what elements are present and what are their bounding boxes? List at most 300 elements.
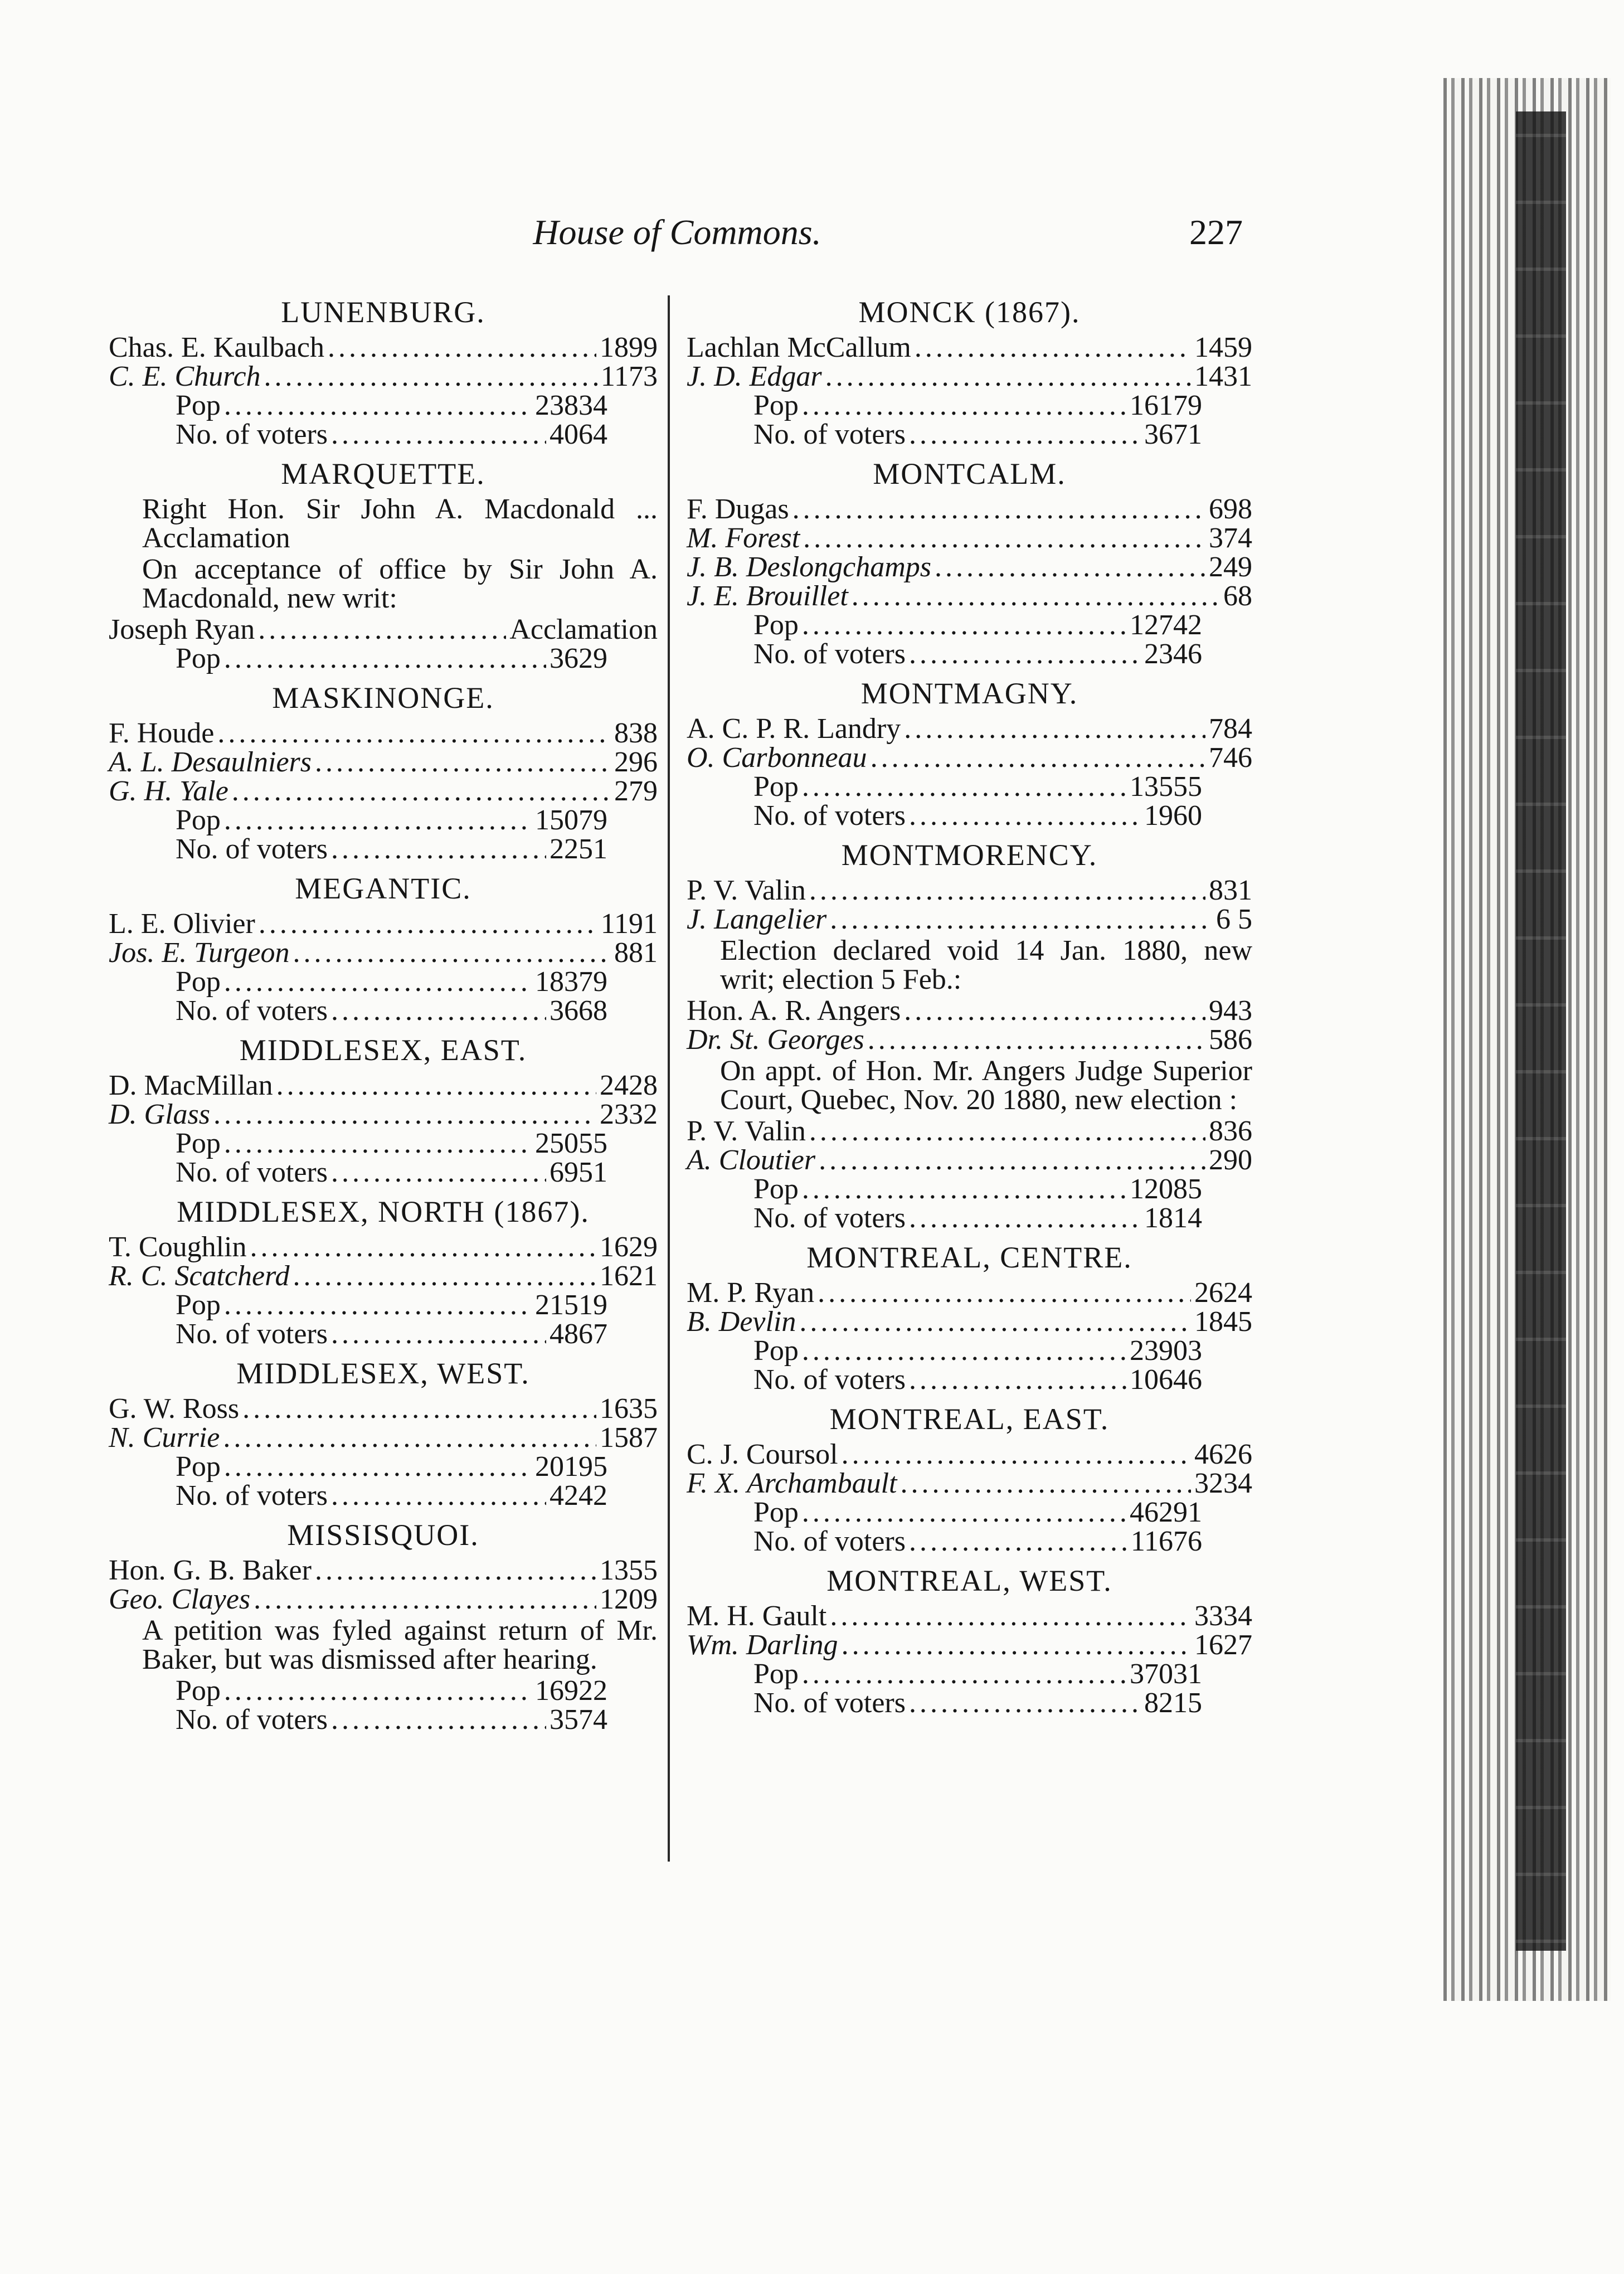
candidate-votes: 1431 [1194, 361, 1252, 392]
dot-leader [802, 1337, 1126, 1366]
candidate-votes: 4626 [1194, 1439, 1252, 1470]
candidate-votes: 1209 [600, 1583, 658, 1615]
dot-leader [331, 1158, 546, 1187]
stat-label: Pop [176, 1128, 221, 1159]
dot-leader [871, 744, 1205, 772]
candidate-votes: 698 [1209, 493, 1252, 525]
dot-leader [331, 1481, 546, 1510]
district-stat [176, 391, 607, 420]
stat-label: No. of voters [176, 1157, 328, 1188]
candidate-row [109, 1100, 658, 1129]
district-stat [753, 640, 1202, 669]
dot-leader [331, 835, 546, 864]
dot-leader [799, 1308, 1191, 1337]
riding-heading: MASKINONGE. [272, 681, 494, 715]
stat-label: Pop [753, 1496, 799, 1528]
district-stat [753, 1366, 1202, 1394]
district-stat [753, 611, 1202, 640]
riding-section [109, 871, 658, 1026]
stat-label: Pop [176, 804, 221, 836]
stat-value: 13555 [1130, 771, 1202, 803]
candidate-votes: 1621 [600, 1260, 658, 1292]
stat-label: Pop [753, 609, 799, 641]
candidate-votes: 1173 [600, 361, 658, 392]
riding-heading: MARQUETTE. [281, 457, 485, 490]
candidate-name: L. E. Olivier [109, 908, 255, 940]
candidate-votes: 2624 [1194, 1277, 1252, 1309]
candidate-row [109, 1394, 658, 1423]
candidate-votes: 2428 [600, 1070, 658, 1101]
candidate-votes: 279 [614, 775, 658, 807]
dot-leader [818, 1279, 1191, 1308]
candidate-votes: 838 [614, 717, 658, 749]
candidate-name: Wm. Darling [687, 1629, 838, 1661]
candidate-name: O. Carbonneau [687, 742, 867, 774]
stat-value: 20195 [535, 1451, 607, 1483]
riding-section [109, 1517, 658, 1734]
dot-leader [223, 1423, 596, 1452]
stat-label: Pop [176, 643, 221, 674]
dot-leader [315, 1556, 596, 1585]
riding-section [109, 680, 658, 864]
stat-value: 3629 [550, 643, 607, 674]
candidate-row [687, 1117, 1252, 1146]
district-stat [753, 1175, 1202, 1204]
district-stat [176, 1706, 607, 1734]
riding-section [109, 1355, 658, 1510]
column-divider [668, 295, 670, 1862]
candidate-name: C. E. Church [109, 361, 261, 392]
stat-value: 1960 [1144, 800, 1202, 832]
stat-value: 12085 [1130, 1173, 1202, 1205]
riding-heading: MONTCALM. [873, 457, 1066, 490]
stat-value: 25055 [535, 1128, 607, 1159]
stat-label: No. of voters [176, 1480, 328, 1512]
candidate-row [109, 910, 658, 939]
candidate-name: A. Cloutier [687, 1144, 816, 1176]
dot-leader [254, 1585, 596, 1614]
dot-leader [909, 1689, 1141, 1718]
dot-leader [293, 1262, 596, 1291]
election-note: Right Hon. Sir John A. Macdonald ... Acclamation [142, 493, 658, 554]
dot-leader [802, 611, 1126, 640]
riding-section [109, 1194, 658, 1349]
dot-leader [232, 777, 611, 806]
candidate-name: M. Forest [687, 522, 800, 554]
election-note: On appt. of Hon. Mr. Angers Judge Superior Court, Quebec, Nov. 20 1880, new election : [720, 1055, 1252, 1116]
candidate-row [687, 876, 1252, 905]
candidate-name: F. X. Archambault [687, 1468, 897, 1499]
candidate-row [109, 1071, 658, 1100]
dot-leader [802, 772, 1126, 801]
dot-leader [224, 391, 532, 420]
district-stat [753, 391, 1202, 420]
right-column [687, 290, 1252, 1724]
left-column [109, 290, 658, 1741]
riding-section [687, 676, 1252, 830]
stat-value: 4242 [550, 1480, 607, 1512]
candidate-name: C. J. Coursol [687, 1439, 838, 1470]
candidate-name: M. P. Ryan [687, 1277, 815, 1309]
riding-heading: MIDDLESEX, EAST. [239, 1033, 527, 1067]
stat-value: 23903 [1130, 1335, 1202, 1367]
stat-value: 2251 [550, 833, 607, 865]
district-stat [176, 835, 607, 864]
candidate-row [687, 1469, 1252, 1498]
candidate-row [687, 1308, 1252, 1337]
candidate-row [109, 333, 658, 362]
riding-heading: MIDDLESEX, NORTH (1867). [177, 1195, 590, 1228]
stat-label: No. of voters [753, 419, 906, 450]
candidate-row [687, 553, 1252, 582]
stat-label: No. of voters [176, 419, 328, 450]
dot-leader [224, 1291, 532, 1320]
dot-leader [224, 1677, 532, 1706]
election-note: On acceptance of office by Sir John A. Macdonald, new writ: [142, 553, 658, 614]
candidate-row [687, 744, 1252, 772]
dot-leader [224, 1129, 532, 1158]
candidate-name: N. Currie [109, 1422, 220, 1454]
dot-leader [809, 1117, 1205, 1146]
stat-value: 1814 [1144, 1202, 1202, 1234]
candidate-name: J. E. Brouillet [687, 580, 848, 612]
district-stat [176, 1677, 607, 1706]
page-number: 227 [1189, 212, 1243, 252]
candidate-name: F. Houde [109, 717, 215, 749]
dot-leader [802, 1498, 1126, 1527]
candidate-name: G. H. Yale [109, 775, 228, 807]
district-stat [176, 1320, 607, 1349]
candidate-row [687, 333, 1252, 362]
candidate-name: D. Glass [109, 1099, 211, 1130]
candidate-row [109, 362, 658, 391]
riding-heading: MEGANTIC. [295, 872, 471, 905]
candidate-votes: 1629 [600, 1231, 658, 1263]
dot-leader [868, 1026, 1205, 1055]
candidate-row [109, 1556, 658, 1585]
stat-label: Pop [753, 1658, 799, 1690]
candidate-row [687, 997, 1252, 1026]
candidate-votes: 1899 [600, 332, 658, 363]
stat-value: 37031 [1130, 1658, 1202, 1690]
dot-leader [809, 876, 1205, 905]
stat-label: Pop [176, 1675, 221, 1707]
candidate-row [687, 1631, 1252, 1660]
dot-leader [331, 1706, 546, 1734]
candidate-votes: 1845 [1194, 1306, 1252, 1338]
district-stat [176, 1158, 607, 1187]
candidate-name: Jos. E. Turgeon [109, 937, 290, 969]
dot-leader [331, 420, 546, 449]
stat-value: 16922 [535, 1675, 607, 1707]
stat-label: Pop [753, 771, 799, 803]
candidate-votes: 6 5 [1216, 903, 1252, 935]
candidate-name: P. V. Valin [687, 874, 806, 906]
district-stat [176, 968, 607, 997]
candidate-name: Lachlan McCallum [687, 332, 911, 363]
candidate-name: J. Langelier [687, 903, 827, 935]
candidate-row [109, 1585, 658, 1614]
dot-leader [258, 615, 506, 644]
district-stat [176, 1291, 607, 1320]
district-stat [753, 772, 1202, 801]
candidate-votes: 1627 [1194, 1629, 1252, 1661]
candidate-votes: 3234 [1194, 1468, 1252, 1499]
stat-value: 3574 [550, 1704, 607, 1736]
stat-label: No. of voters [176, 833, 328, 865]
dot-leader [802, 391, 1126, 420]
stat-value: 6951 [550, 1157, 607, 1188]
candidate-row [687, 1602, 1252, 1631]
dot-leader [217, 719, 611, 748]
candidate-row [109, 1262, 658, 1291]
candidate-row [687, 905, 1252, 934]
dot-leader [915, 333, 1191, 362]
candidate-name: A. C. P. R. Landry [687, 713, 901, 745]
candidate-name: P. V. Valin [687, 1115, 806, 1147]
candidate-votes: 68 [1223, 580, 1252, 612]
candidate-name: J. B. Deslongchamps [687, 551, 932, 583]
candidate-votes: 1635 [600, 1393, 658, 1425]
dot-leader [909, 420, 1141, 449]
candidate-votes: 290 [1209, 1144, 1252, 1176]
riding-section [109, 1032, 658, 1187]
stat-value: 2346 [1144, 638, 1202, 670]
stat-value: 46291 [1130, 1496, 1202, 1528]
stat-label: Pop [176, 390, 221, 421]
dot-leader [224, 1452, 532, 1481]
dot-leader [830, 905, 1213, 934]
stat-label: Pop [176, 1289, 221, 1321]
stat-value: 15079 [535, 804, 607, 836]
dot-leader [904, 997, 1205, 1026]
stat-label: No. of voters [176, 1704, 328, 1736]
running-title: House of Commons. [533, 212, 821, 252]
candidate-votes: 2332 [600, 1099, 658, 1130]
district-stat [753, 1498, 1202, 1527]
stat-value: 3668 [550, 995, 607, 1027]
candidate-votes: 881 [614, 937, 658, 969]
dot-leader [802, 1660, 1126, 1689]
dot-leader [909, 1366, 1126, 1394]
dot-leader [213, 1100, 596, 1129]
candidate-row [687, 582, 1252, 611]
dot-leader [935, 553, 1205, 582]
candidate-row [109, 777, 658, 806]
stat-label: No. of voters [753, 1364, 906, 1396]
dot-leader [904, 715, 1205, 744]
dot-leader [909, 1527, 1127, 1556]
candidate-votes: 836 [1209, 1115, 1252, 1147]
riding-section [687, 837, 1252, 1233]
stat-label: No. of voters [176, 1318, 328, 1350]
riding-heading: LUNENBURG. [281, 295, 485, 329]
dot-leader [852, 582, 1220, 611]
dot-leader [224, 968, 532, 997]
candidate-row [109, 1233, 658, 1262]
riding-heading: MONTREAL, EAST. [829, 1402, 1110, 1436]
stat-value: 12742 [1130, 609, 1202, 641]
candidate-votes: 296 [614, 746, 658, 778]
candidate-votes: 1459 [1194, 332, 1252, 363]
stat-label: No. of voters [753, 1202, 906, 1234]
district-stat [176, 420, 607, 449]
dot-leader [802, 1175, 1126, 1204]
candidate-row [687, 715, 1252, 744]
stat-value: 8215 [1144, 1687, 1202, 1719]
district-stat [753, 1337, 1202, 1366]
stat-label: No. of voters [753, 638, 906, 670]
candidate-name: Hon. G. B. Baker [109, 1554, 312, 1586]
dot-leader [264, 362, 597, 391]
stat-value: 23834 [535, 390, 607, 421]
stat-value: 18379 [535, 966, 607, 998]
riding-heading: MONTMAGNY. [860, 677, 1078, 710]
dot-leader [909, 801, 1141, 830]
riding-heading: MONTMORENCY. [841, 838, 1098, 872]
candidate-votes: Acclamation [509, 614, 658, 645]
candidate-name: J. D. Edgar [687, 361, 822, 392]
district-stat [753, 1527, 1202, 1556]
stat-label: Pop [753, 1335, 799, 1367]
dot-leader [803, 524, 1205, 553]
dot-leader [276, 1071, 596, 1100]
candidate-row [687, 1146, 1252, 1175]
stat-label: Pop [176, 1451, 221, 1483]
candidate-row [109, 615, 658, 644]
riding-section [687, 1240, 1252, 1394]
district-stat [753, 1689, 1202, 1718]
candidate-name: R. C. Scatcherd [109, 1260, 290, 1292]
district-stat [176, 1452, 607, 1481]
stat-value: 3671 [1144, 419, 1202, 450]
riding-heading: MONTREAL, WEST. [826, 1564, 1112, 1597]
running-head [111, 212, 1243, 262]
stat-label: No. of voters [176, 995, 328, 1027]
stat-label: Pop [753, 390, 799, 421]
stat-value: 10646 [1130, 1364, 1202, 1396]
riding-section [109, 294, 658, 449]
riding-heading: MISSISQUOI. [287, 1518, 479, 1552]
district-stat [753, 801, 1202, 830]
stat-label: Pop [753, 1173, 799, 1205]
stat-value: 16179 [1130, 390, 1202, 421]
riding-section [687, 1401, 1252, 1556]
dot-leader [250, 1233, 596, 1262]
candidate-row [687, 1279, 1252, 1308]
dot-leader [830, 1602, 1191, 1631]
candidate-votes: 586 [1209, 1024, 1252, 1056]
candidate-row [109, 719, 658, 748]
dot-leader [328, 333, 596, 362]
candidate-votes: 1355 [600, 1554, 658, 1586]
candidate-name: Hon. A. R. Angers [687, 995, 901, 1027]
candidate-row [109, 1423, 658, 1452]
dot-leader [224, 806, 532, 835]
candidate-row [109, 939, 658, 968]
candidate-votes: 943 [1209, 995, 1252, 1027]
dot-leader [293, 939, 611, 968]
candidate-name: A. L. Desaulniers [109, 746, 312, 778]
riding-section [109, 456, 658, 673]
candidate-row [687, 524, 1252, 553]
stat-value: 11676 [1130, 1525, 1202, 1557]
stat-label: Pop [176, 966, 221, 998]
dot-leader [224, 644, 546, 673]
stat-label: No. of voters [753, 1525, 906, 1557]
candidate-votes: 746 [1209, 742, 1252, 774]
candidate-name: T. Coughlin [109, 1231, 247, 1263]
candidate-name: Chas. E. Kaulbach [109, 332, 325, 363]
riding-section [687, 294, 1252, 449]
candidate-votes: 249 [1209, 551, 1252, 583]
district-stat [753, 420, 1202, 449]
district-stat [176, 806, 607, 835]
district-stat [753, 1660, 1202, 1689]
stat-value: 4064 [550, 419, 607, 450]
dot-leader [825, 362, 1191, 391]
dot-leader [909, 1204, 1141, 1233]
candidate-votes: 784 [1209, 713, 1252, 745]
stat-label: No. of voters [753, 1687, 906, 1719]
candidate-name: Joseph Ryan [109, 614, 255, 645]
dot-leader [331, 997, 546, 1026]
district-stat [176, 997, 607, 1026]
district-stat [753, 1204, 1202, 1233]
district-stat [176, 644, 607, 673]
candidate-row [687, 1026, 1252, 1055]
candidate-votes: 1191 [600, 908, 658, 940]
district-stat [176, 1129, 607, 1158]
dot-leader [819, 1146, 1205, 1175]
riding-section [687, 456, 1252, 669]
election-note: Election declared void 14 Jan. 1880, new writ; election 5 Feb.: [720, 935, 1252, 995]
district-stat [176, 1481, 607, 1510]
candidate-name: M. H. Gault [687, 1600, 827, 1632]
candidate-name: F. Dugas [687, 493, 789, 525]
stat-value: 21519 [535, 1289, 607, 1321]
scanned-page-edge-shadow [1516, 111, 1566, 1951]
candidate-name: D. MacMillan [109, 1070, 273, 1101]
candidate-name: G. W. Ross [109, 1393, 240, 1425]
election-note: A petition was fyled against return of Mr. Baker, but was dismissed after hearing. [142, 1615, 658, 1675]
candidate-row [687, 495, 1252, 524]
candidate-votes: 1587 [600, 1422, 658, 1454]
dot-leader [900, 1469, 1191, 1498]
riding-heading: MONTREAL, CENTRE. [806, 1241, 1132, 1274]
riding-heading: MIDDLESEX, WEST. [236, 1357, 530, 1390]
candidate-votes: 374 [1209, 522, 1252, 554]
candidate-row [687, 362, 1252, 391]
candidate-votes: 3334 [1194, 1600, 1252, 1632]
candidate-row [109, 748, 658, 777]
candidate-name: Dr. St. Georges [687, 1024, 864, 1056]
stat-value: 4867 [550, 1318, 607, 1350]
dot-leader [315, 748, 611, 777]
dot-leader [842, 1440, 1191, 1469]
dot-leader [842, 1631, 1191, 1660]
candidate-name: Geo. Clayes [109, 1583, 251, 1615]
stat-label: No. of voters [753, 800, 906, 832]
dot-leader [242, 1394, 596, 1423]
dot-leader [792, 495, 1205, 524]
dot-leader [909, 640, 1141, 669]
riding-section [687, 1563, 1252, 1718]
candidate-row [687, 1440, 1252, 1469]
dot-leader [259, 910, 597, 939]
riding-heading: MONCK (1867). [858, 295, 1081, 329]
candidate-votes: 831 [1209, 874, 1252, 906]
